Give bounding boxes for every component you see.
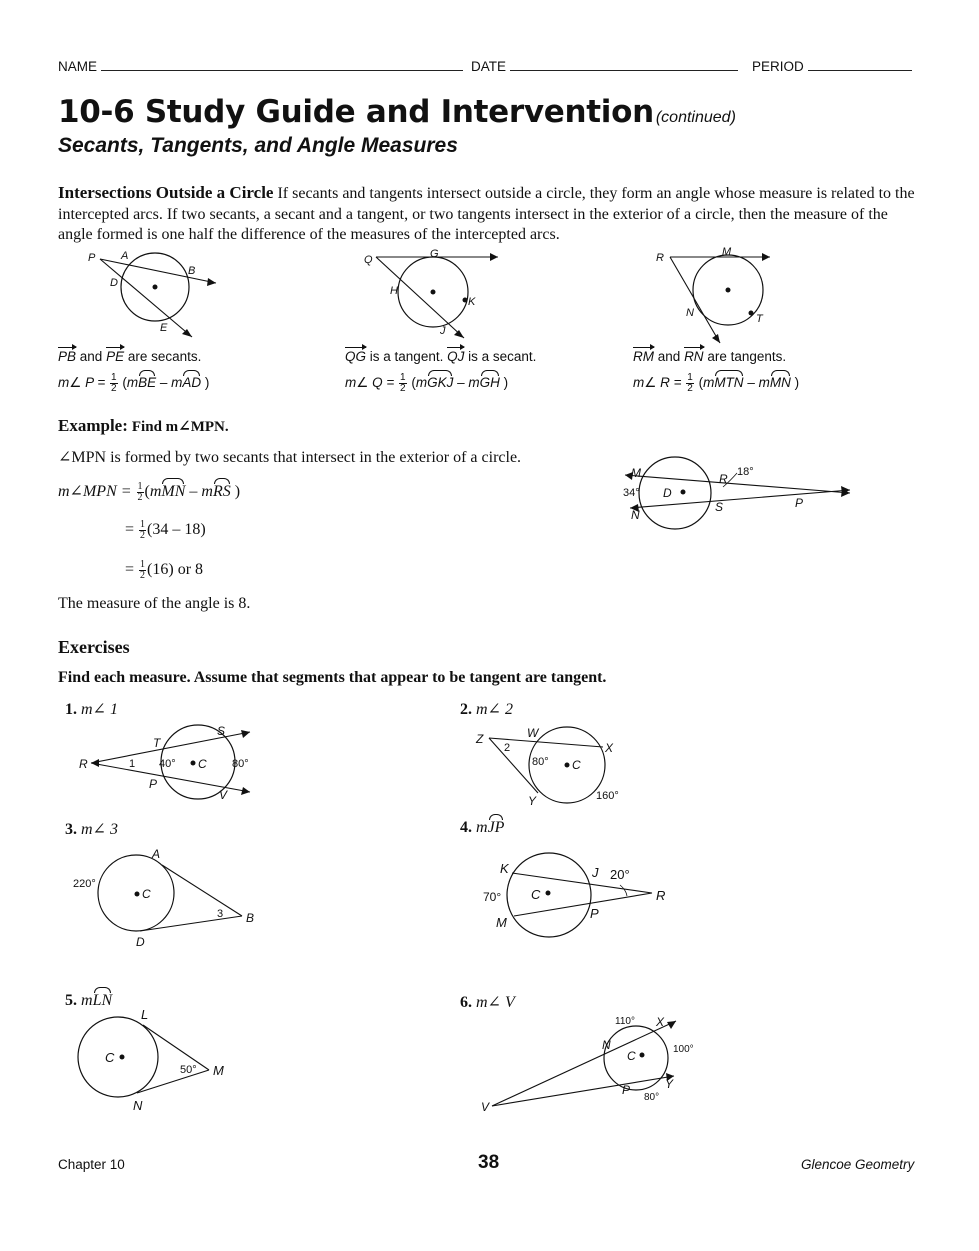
example-conclusion: The measure of the angle is 8. xyxy=(58,595,251,612)
ex6-deg-80: 80° xyxy=(644,1092,660,1103)
case1-label-e: E xyxy=(160,322,168,334)
example-prompt: Find m∠MPN. xyxy=(131,419,229,435)
example-heading: Example: Find m∠MPN. xyxy=(58,416,229,435)
case1-caption: PB and PE are secants. xyxy=(58,349,202,364)
period-label: PERIOD xyxy=(752,59,804,74)
case3-ray1: RM xyxy=(633,349,654,364)
case3-figure xyxy=(650,245,800,345)
exercise-4-figure xyxy=(480,845,680,945)
ex6-label-c: C xyxy=(627,1049,636,1063)
ex5-label-c: C xyxy=(105,1050,115,1065)
example-label-s: S xyxy=(715,500,724,514)
ex3-deg-220: 220° xyxy=(73,878,96,890)
example-label-n: N xyxy=(631,508,640,522)
ex4-label-m: M xyxy=(496,915,507,930)
ex4-deg-20: 20° xyxy=(610,867,630,882)
ex3-label-a: A xyxy=(152,847,161,861)
date-label: DATE xyxy=(471,59,507,74)
ex6-deg-110: 110° xyxy=(615,1016,635,1027)
name-line[interactable] xyxy=(58,58,463,74)
period-line[interactable] xyxy=(752,58,912,74)
example-equation: m∠MPN = $\frac{1}{2}$ (mMN – mRS ) xyxy=(58,480,241,503)
ex2-label-z: Z xyxy=(476,732,484,746)
example-label-p: P xyxy=(795,496,804,510)
case2-formula: m∠ Q = $\frac{1}{2}$ (mGKJ – mGH ) xyxy=(345,372,509,394)
case2-label-q: Q xyxy=(364,254,373,266)
ex1-label-t: T xyxy=(153,736,161,750)
ex2-label-c: C xyxy=(572,758,581,772)
exercise-2-figure xyxy=(472,725,632,815)
exercises-instructions: Find each measure. Assume that segments that appear to be tangent are tangent. xyxy=(58,669,607,686)
case3-label-t: T xyxy=(756,313,763,325)
ex1-label-p: P xyxy=(149,777,158,791)
ex1-deg-80: 80° xyxy=(232,758,249,770)
ex3-label-d: D xyxy=(136,935,145,949)
exercise-6-figure xyxy=(478,1012,708,1117)
ex1-deg-40: 40° xyxy=(159,758,176,770)
case2-ray2: QJ xyxy=(447,349,465,364)
ex4-label-k: K xyxy=(500,861,509,876)
ex2-label-x: X xyxy=(605,741,614,755)
ex4-label-c: C xyxy=(531,887,541,902)
ex2-label-w: W xyxy=(527,726,539,740)
page-title: 10-6 Study Guide and Intervention (continued) xyxy=(58,94,736,130)
ex6-label-y: Y xyxy=(665,1077,674,1091)
case3-label-n: N xyxy=(686,307,694,319)
example-label-m: M xyxy=(631,466,641,480)
case3-formula: m∠ R = $\frac{1}{2}$ (mMTN – mMN ) xyxy=(633,372,800,394)
example-step1: = $\frac{1}{2}$ (34 – 18) xyxy=(125,519,206,541)
ex1-label-r: R xyxy=(79,757,88,771)
case1-label-p: P xyxy=(88,252,96,264)
case2-figure xyxy=(360,245,510,340)
ex5-deg-50: 50° xyxy=(180,1064,197,1076)
example-deg-34: 34° xyxy=(623,487,640,499)
exercise-4-prompt: 4. mJP xyxy=(460,819,505,836)
ex1-label-s: S xyxy=(217,724,226,738)
ex4-label-r: R xyxy=(656,888,666,903)
case1-ray1: PB xyxy=(58,349,77,364)
ex4-label-j: J xyxy=(592,865,599,880)
intro-heading: Intersections Outside a Circle xyxy=(58,183,274,202)
case3-ray2: RN xyxy=(684,349,704,364)
case3-label-r: R xyxy=(656,252,664,264)
exercise-3-prompt: 3. m∠ 3 xyxy=(65,821,118,838)
intro-text: If secants and tangents intersect outside a circle, they form an angle whose measure is related to the intercepted arcs. If two secants, a secant and a tangent, or two tangents intersect in the exterior of a circle, then the measure of the angle formed is one half the difference of the measures of the intercepted arcs. xyxy=(58,185,915,243)
date-line[interactable] xyxy=(471,58,738,74)
ex4-deg-70: 70° xyxy=(483,890,502,904)
exercise-2-prompt: 2. m∠ 2 xyxy=(460,701,513,718)
ex1-label-v: V xyxy=(219,788,228,802)
ex4-label-p: P xyxy=(590,906,599,921)
case2-caption: QG is a tangent. QJ is a secant. xyxy=(345,349,537,364)
ex3-label-b: B xyxy=(246,911,255,925)
example-label-d: D xyxy=(663,486,672,500)
case2-label-k: K xyxy=(468,296,476,308)
footer-book: Glencoe Geometry xyxy=(801,1157,915,1172)
exercise-1-figure xyxy=(75,720,265,810)
example-deg-18: 18° xyxy=(737,466,754,478)
exercises-heading: Exercises xyxy=(58,637,130,657)
case1-ray2: PE xyxy=(106,349,125,364)
example-statement: ∠MPN is formed by two secants that intersect in the exterior of a circle. xyxy=(58,449,522,466)
ex6-deg-100: 100° xyxy=(673,1044,694,1055)
ex3-label-3: 3 xyxy=(217,908,224,920)
case3-caption: RM and RN are tangents. xyxy=(633,349,787,364)
intro-paragraph xyxy=(58,183,920,246)
case2-label-j: J xyxy=(440,325,446,337)
ex6-label-x: X xyxy=(656,1015,665,1029)
continued-label: (continued) xyxy=(655,109,736,126)
case2-label-g: G xyxy=(430,248,439,260)
case2-ray1: QG xyxy=(345,349,367,364)
name-label: NAME xyxy=(58,59,98,74)
case1-label-b: B xyxy=(188,265,196,277)
ex2-deg-80: 80° xyxy=(532,756,549,768)
case3-label-m: M xyxy=(722,246,732,258)
case1-formula: m∠ P = $\frac{1}{2}$ (mBE – mAD ) xyxy=(58,372,210,394)
exercise-5-prompt: 5. mLN xyxy=(65,992,113,1009)
ex2-deg-160: 160° xyxy=(596,790,619,802)
ex6-label-n: N xyxy=(602,1038,611,1052)
ex1-label-c: C xyxy=(198,757,207,771)
exercise-5-figure xyxy=(75,1005,245,1115)
ex5-label-m: M xyxy=(213,1063,224,1078)
exercise-6-prompt: 6. m∠ V xyxy=(460,994,515,1011)
ex5-label-n: N xyxy=(133,1098,143,1113)
exercise-3-figure xyxy=(70,842,270,952)
ex6-label-v: V xyxy=(481,1100,490,1114)
case1-figure xyxy=(80,245,230,340)
example-step2: = $\frac{1}{2}$ (16) or 8 xyxy=(125,559,204,581)
ex2-label-2: 2 xyxy=(504,742,511,754)
ex3-label-c: C xyxy=(142,887,151,901)
footer-chapter: Chapter 10 xyxy=(58,1157,125,1172)
case2-label-h: H xyxy=(390,285,398,297)
example-figure xyxy=(615,455,855,530)
example-label-r: R xyxy=(719,472,728,486)
ex6-label-p: P xyxy=(622,1083,631,1097)
ex1-label-1: 1 xyxy=(129,758,136,770)
ex2-label-y: Y xyxy=(528,794,537,808)
ex5-label-l: L xyxy=(141,1007,149,1022)
page-number: 38 xyxy=(478,1152,500,1173)
exercise-1-prompt: 1. m∠ 1 xyxy=(65,701,118,718)
page-subtitle: Secants, Tangents, and Angle Measures xyxy=(58,134,458,157)
case1-label-a: A xyxy=(121,250,129,262)
case1-label-d: D xyxy=(110,277,118,289)
